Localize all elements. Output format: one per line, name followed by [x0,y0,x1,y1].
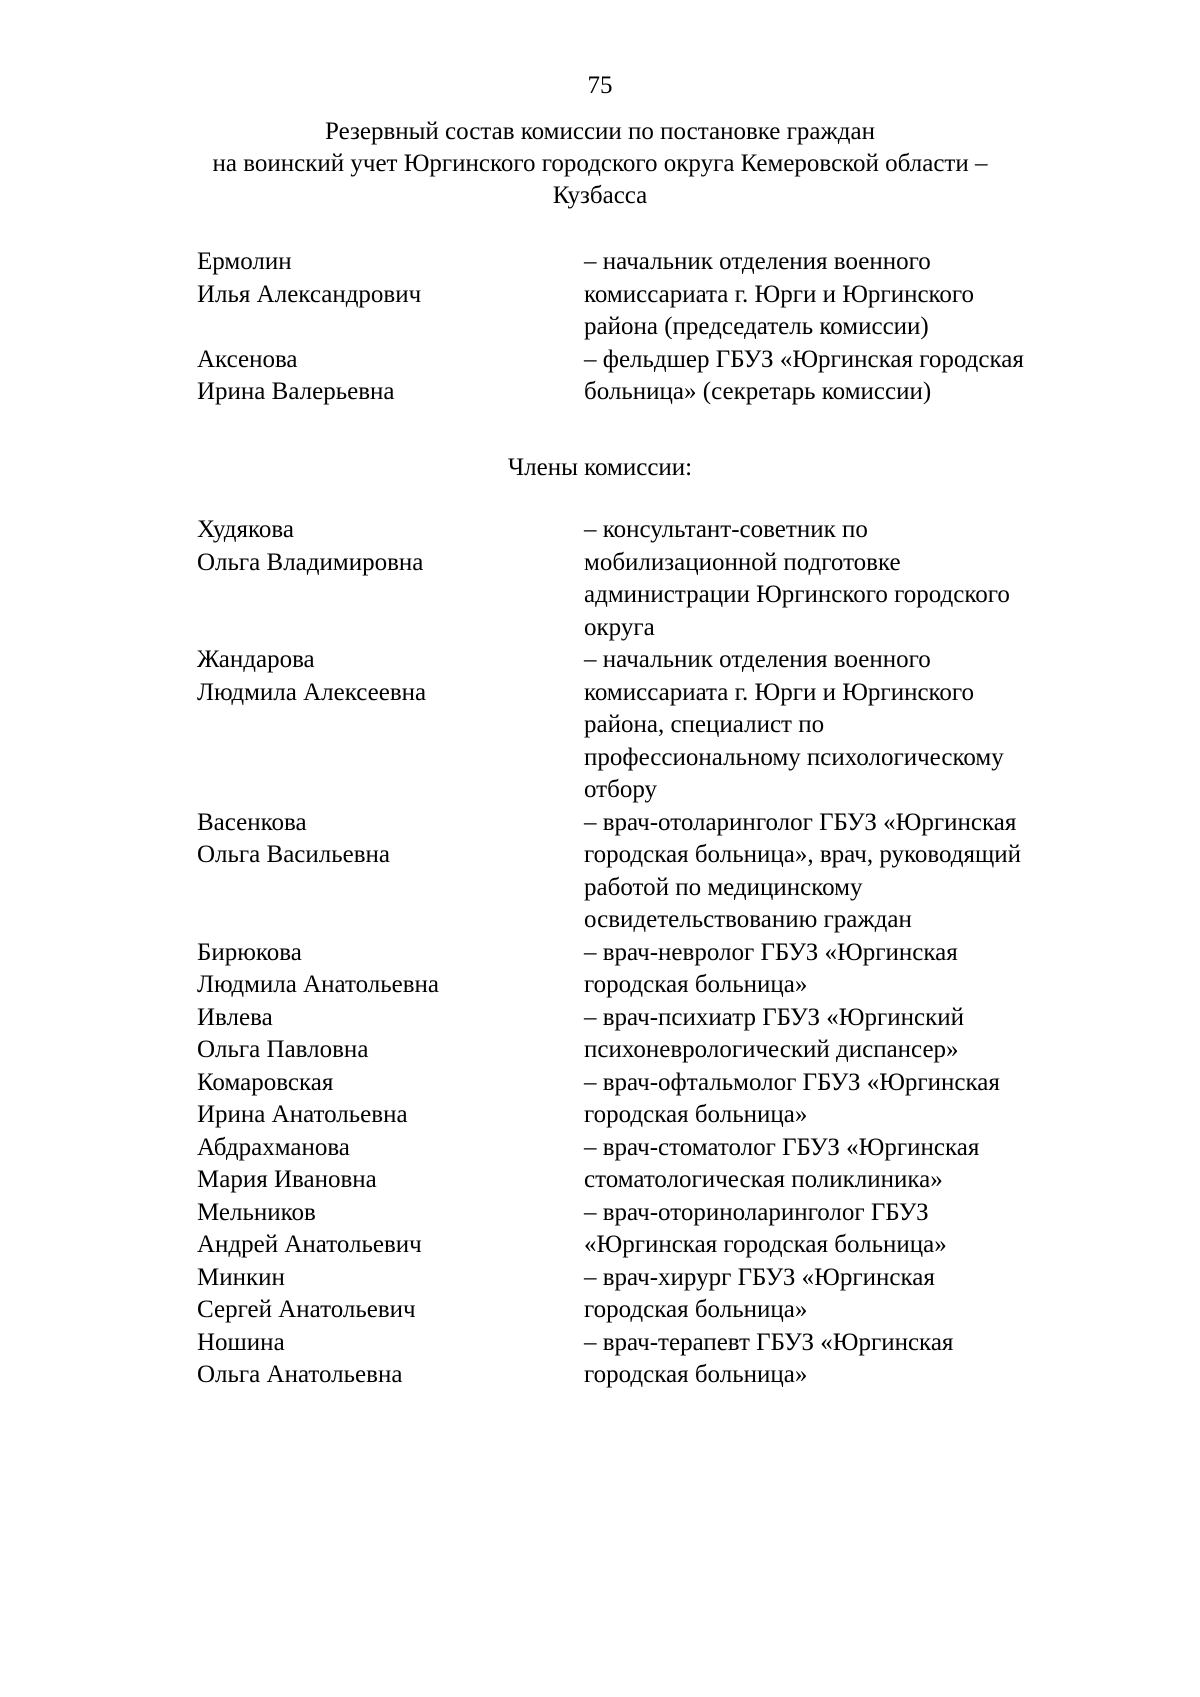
person-surname: Ивлева [197,1003,273,1031]
person-given-names: Ольга Павловна [197,1036,369,1063]
role-line: городская больница», врач, руководящий [584,841,1021,868]
role-line: – врач-психиатр ГБУЗ «Юргинский [584,1003,964,1031]
person-surname: Васенкова [197,808,307,836]
role-line: комиссариата г. Юрги и Юргинского [584,678,975,706]
role-line: городская больница» [584,971,808,998]
person-entry [197,937,1097,1002]
role-line: – врач-оториноларинголог ГБУЗ [584,1198,929,1226]
person-given-names: Ирина Анатольевна [197,1101,408,1128]
document-title [150,116,1050,212]
role-line: – начальник отделения военного [584,248,931,275]
person-entry [197,1327,1097,1392]
role-line: городская больница» [584,1296,808,1323]
role-line: района (председатель комиссии) [584,313,929,340]
role-line: освидетельствованию граждан [584,906,912,933]
person-given-names: Ольга Владимировна [197,548,424,576]
person-surname: Комаровская [197,1068,334,1096]
person-given-names: Ирина Валерьевна [197,378,395,405]
role-line: – фельдшер ГБУЗ «Юргинская городская [584,345,1024,373]
person-entry [197,1262,1097,1327]
role-line: администрации Юргинского городского [584,581,1010,608]
person-given-names: Андрей Анатольевич [197,1231,422,1258]
person-entry [197,1197,1097,1262]
person-role [584,1197,1097,1262]
person-role [584,937,1097,1002]
role-line: – врач-офтальмолог ГБУЗ «Юргинская [584,1068,1000,1096]
person-entry [197,246,1097,344]
person-role [584,644,1097,807]
person-role [584,1002,1097,1067]
person-given-names: Мария Ивановна [197,1166,377,1193]
person-entry [197,644,1097,807]
role-line: округа [584,613,655,641]
role-line: мобилизационной подготовке [584,548,901,576]
person-entry [197,807,1097,937]
person-surname: Мельников [197,1198,316,1226]
role-line: психоневрологический диспансер» [584,1036,959,1063]
role-line: – консультант-советник по [584,516,868,543]
person-role [584,514,1097,644]
person-name [197,514,584,644]
person-surname: Худякова [197,516,294,543]
person-entry [197,1067,1097,1132]
members-heading: Члены комиссии: [507,454,693,481]
person-entry [197,344,1097,409]
person-role [584,1132,1097,1197]
person-given-names: Сергей Анатольевич [197,1296,416,1323]
role-line: – врач-стоматолог ГБУЗ «Юргинская [584,1133,980,1161]
role-line: – начальник отделения военного [584,646,931,673]
role-line: – врач-невролог ГБУЗ «Юргинская [584,938,958,966]
person-name [197,1262,584,1327]
person-surname: Минкин [197,1263,285,1291]
person-entry [197,514,1097,644]
role-line: работой по медицинскому [584,873,863,901]
person-name [197,1002,584,1067]
page-number: 75 [587,72,613,99]
person-given-names: Ольга Анатольевна [197,1361,403,1388]
person-name [197,1197,584,1262]
person-role [584,246,1097,344]
role-line: стоматологическая поликлиника» [584,1166,943,1193]
person-entry [197,1132,1097,1197]
title-line: Кузбасса [552,182,648,209]
person-role [584,344,1097,409]
role-line: профессиональному психологическому [584,743,1004,771]
person-surname: Абдрахманова [197,1133,350,1161]
person-name [197,807,584,937]
person-name [197,937,584,1002]
person-entry [197,1002,1097,1067]
person-given-names: Людмила Алексеевна [197,678,427,706]
role-line: комиссариата г. Юрги и Юргинского [584,280,975,308]
person-role [584,1067,1097,1132]
person-name [197,344,584,409]
title-line: на воинский учет Юргинского городского округа Кемеровской области – [212,150,988,177]
role-line: – врач-терапевт ГБУЗ «Юргинская [584,1328,954,1356]
person-given-names: Людмила Анатольевна [197,971,440,998]
person-role [584,1262,1097,1327]
person-name [197,246,584,344]
person-surname: Бирюкова [197,938,302,966]
role-line: больница» (секретарь комиссии) [584,378,932,405]
members-list [197,514,1097,1392]
role-line: – врач-хирург ГБУЗ «Юргинская [584,1263,935,1291]
person-role [584,1327,1097,1392]
role-line: городская больница» [584,1361,808,1388]
person-given-names: Ольга Васильевна [197,841,391,868]
person-surname: Жандарова [197,646,315,673]
role-line: городская больница» [584,1101,808,1128]
person-name [197,1132,584,1197]
person-name [197,644,584,807]
role-line: отбору [584,776,657,803]
person-surname: Ношина [197,1328,285,1356]
leadership-list [197,246,1097,409]
person-given-names: Илья Александрович [197,280,422,308]
person-name [197,1327,584,1392]
role-line: района, специалист по [584,711,825,738]
role-line: «Юргинская городская больница» [584,1231,947,1258]
person-surname: Аксенова [197,345,298,373]
role-line: – врач-отоларинголог ГБУЗ «Юргинская [584,808,1017,836]
person-name [197,1067,584,1132]
title-line: Резервный состав комиссии по постановке граждан [325,118,875,145]
person-surname: Ермолин [197,248,292,275]
person-role [584,807,1097,937]
